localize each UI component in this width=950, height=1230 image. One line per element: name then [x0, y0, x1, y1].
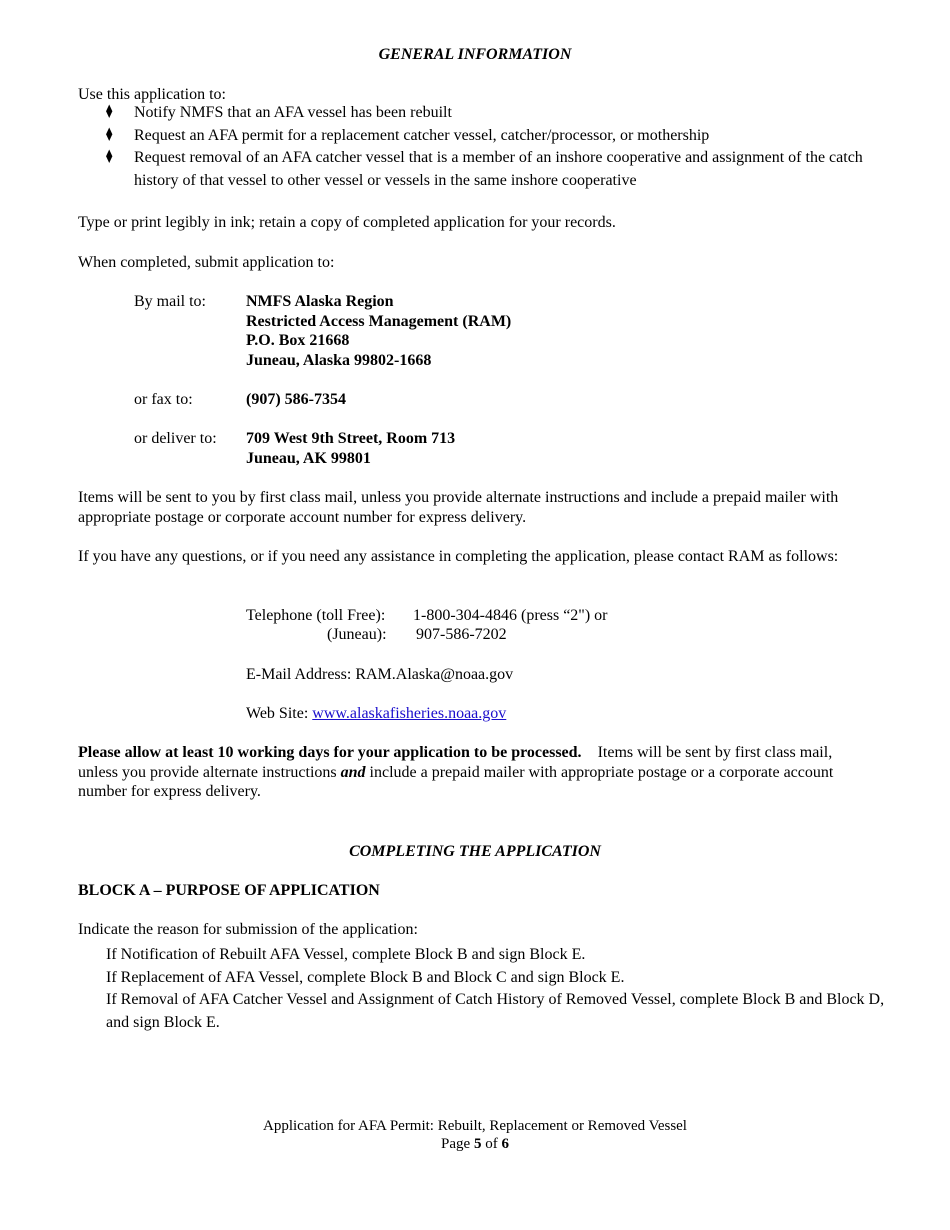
fax-label: or fax to:: [134, 391, 193, 408]
mail-label: By mail to:: [134, 293, 206, 310]
page-of: of: [481, 1136, 502, 1152]
website-label: Web Site:: [246, 705, 313, 722]
bullet-text: Notify NMFS that an AFA vessel has been rebuilt: [134, 104, 452, 121]
block-a-item: If Removal of AFA Catcher Vessel and Assignment of Catch History of Removed Vessel, complete Block B and Block D, and sign Block E.: [106, 991, 885, 1031]
deliver-address-line: 709 West 9th Street, Room 713: [246, 430, 456, 447]
total-pages: 6: [501, 1136, 509, 1152]
bullet-text: Request removal of an AFA catcher vessel that is a member of an inshore cooperative and assignment of the catch history of that vessel to other vessel or vessels in the same inshore cooperative: [134, 149, 863, 189]
processing-paragraph: [78, 743, 873, 802]
use-application-intro: Use this application to:: [78, 86, 226, 103]
processing-emphasis: and: [340, 763, 366, 781]
page-prefix: Page: [441, 1136, 474, 1152]
footer-title: Application for AFA Permit: Rebuilt, Replacement or Removed Vessel: [263, 1118, 687, 1134]
diamond-bullet-icon: ⧫: [106, 126, 113, 141]
general-information-heading: GENERAL INFORMATION: [378, 46, 572, 63]
mail-address: [246, 292, 511, 370]
deliver-label: or deliver to:: [134, 430, 217, 447]
processing-notice-bold: Please allow at least 10 working days for your application to be processed.: [78, 744, 582, 761]
questions-paragraph: If you have any questions, or if you need any assistance in completing the application, please contact RAM as follows:: [78, 548, 839, 565]
completing-heading: COMPLETING THE APPLICATION: [349, 843, 601, 860]
processing-text-cont: include a prepaid mailer with appropriate postage or a corporate account number for express delivery.: [78, 763, 834, 800]
block-a-heading: BLOCK A – PURPOSE OF APPLICATION: [78, 882, 380, 899]
deliver-address: [246, 429, 455, 468]
block-a-item: If Replacement of AFA Vessel, complete Block B and Block C and sign Block E.: [106, 969, 625, 986]
email-address: E-Mail Address: RAM.Alaska@noaa.gov: [246, 666, 514, 683]
items-sent-paragraph: Items will be sent to you by first class mail, unless you provide alternate instructions and include a prepaid mailer with appropriate postage or corporate account number for express delivery.: [78, 489, 839, 526]
submit-intro: When completed, submit application to:: [78, 254, 335, 271]
current-page: 5: [473, 1136, 482, 1152]
block-a-intro: Indicate the reason for submission of the application:: [78, 921, 418, 938]
mail-address-line: P.O. Box 21668: [246, 332, 350, 349]
website-link[interactable]: www.alaskafisheries.noaa.gov: [312, 705, 507, 722]
diamond-bullet-icon: ⧫: [106, 103, 113, 118]
telephone-label: Telephone (toll Free):: [246, 607, 386, 624]
bullet-text: Request an AFA permit for a replacement catcher vessel, catcher/processor, or mothership: [134, 127, 710, 144]
page-number: [0, 1135, 950, 1153]
diamond-bullet-icon: ⧫: [106, 148, 113, 163]
type-print-instruction: Type or print legibly in ink; retain a copy of completed application for your records.: [78, 214, 616, 231]
mail-address-line: NMFS Alaska Region: [246, 293, 394, 310]
processing-text: Items will be sent by first class mail, unless you provide alternate instructions: [78, 744, 833, 781]
block-a-item: If Notification of Rebuilt AFA Vessel, complete Block B and sign Block E.: [106, 946, 586, 963]
deliver-address-line: Juneau, AK 99801: [246, 449, 371, 467]
fax-number: (907) 586-7354: [246, 391, 346, 408]
telephone-value: 1-800-304-4846 (press “2") or: [413, 607, 608, 624]
juneau-phone: 907-586-7202: [416, 626, 507, 643]
juneau-label: (Juneau):: [327, 626, 387, 643]
mail-address-line: Restricted Access Management (RAM): [246, 312, 512, 330]
website-line: [246, 704, 506, 724]
mail-address-line: Juneau, Alaska 99802-1668: [246, 351, 432, 369]
